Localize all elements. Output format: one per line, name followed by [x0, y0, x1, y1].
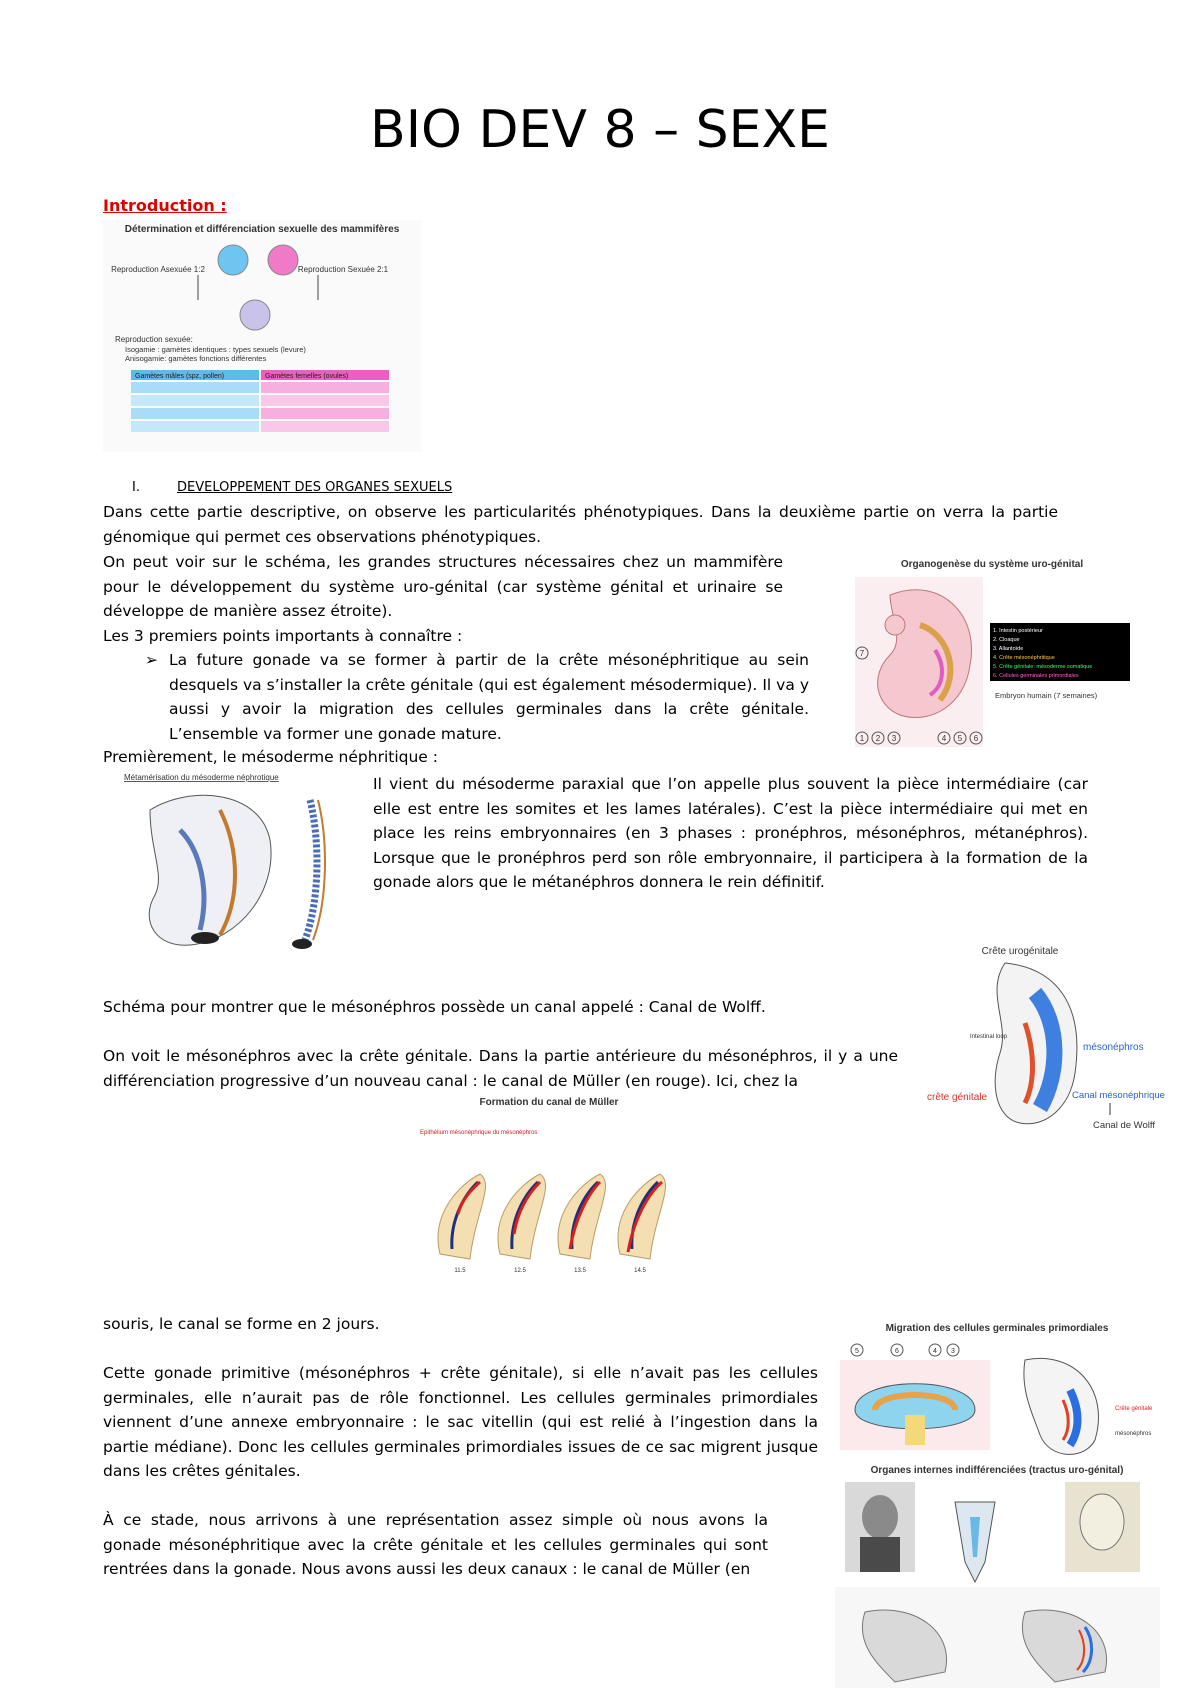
svg-text:1: 1 — [859, 734, 865, 743]
col2: Gamètes femelles (ovules) — [265, 373, 349, 380]
svg-text:6. Cellules germinales primord: 6. Cellules germinales primordiales — [993, 673, 1079, 679]
svg-text:3. Allantoïde: 3. Allantoïde — [993, 646, 1024, 652]
svg-text:3: 3 — [891, 734, 897, 743]
svg-text:5. Crête génitale: mésoderme s: 5. Crête génitale: mésoderme somatique — [993, 664, 1093, 670]
blue-circle — [218, 245, 248, 275]
organogenese-title: Organogenèse du système uro-génital — [900, 559, 1084, 570]
bullet-arrow-icon: ➢ — [145, 651, 158, 669]
crete-genitale-label: crête génitale — [927, 1092, 988, 1103]
crete-title: Crête urogénitale — [981, 946, 1059, 957]
paragraph-7: On voit le mésonéphros avec la crête génitale. Dans la partie antérieure du mésonéphros, il y a une différenciation progressive d’un nouveau canal : le canal de Müller (en rouge). Ici, chez la — [103, 1047, 898, 1090]
figure-sexual-determination — [103, 220, 421, 452]
svg-text:3: 3 — [951, 1348, 955, 1355]
pink-circle — [268, 245, 298, 275]
svg-text:4: 4 — [933, 1348, 937, 1355]
svg-text:Epithélium mésonéphrique du mé: Epithélium mésonéphrique du mésonéphros — [420, 1130, 538, 1136]
svg-text:13.5: 13.5 — [574, 1268, 586, 1274]
svg-text:6: 6 — [895, 1348, 899, 1355]
svg-text:5: 5 — [957, 734, 963, 743]
intro-heading: Introduction : — [103, 196, 227, 215]
svg-text:12.5: 12.5 — [514, 1268, 526, 1274]
paragraph-2: On peut voir sur le schéma, les grandes structures nécessaires chez un mammifère pour le développement du système uro-génital (car système génital et urinaire se développe de manière assez étroite). — [103, 553, 783, 620]
svg-text:Intestinal loop: Intestinal loop — [970, 1034, 1008, 1040]
col1: Gamètes mâles (spz, pollen) — [135, 373, 225, 380]
b1: Reproduction sexuée: — [115, 335, 193, 344]
svg-text:7: 7 — [859, 649, 865, 658]
page-title: BIO DEV 8 – SEXE — [370, 100, 830, 160]
svg-text:1. Intestin postérieur: 1. Intestin postérieur — [993, 628, 1043, 634]
figure-muller — [400, 1094, 698, 1320]
paragraph-6: Schéma pour montrer que le mésonéphros possède un canal appelé : Canal de Wolff. — [103, 998, 766, 1016]
migration-title: Migration des cellules germinales primordiales — [885, 1323, 1109, 1334]
paragraph-10: À ce stade, nous arrivons à une représentation assez simple où nous avons la gonade mésonéphritique avec la crête génitale et les cellules germinales qui sont rentrées dans la gonade. Nous avons aussi les deux canaux : le canal de Müller (en — [103, 1511, 768, 1578]
organes-title: Organes internes indifférenciées (tractus uro-génital) — [870, 1465, 1124, 1476]
bullet-1-text: La future gonade va se former à partir de la crête mésonéphritique au sein desquels va s’installer la crête génitale (qui est également mésodermique). Il va y aussi y avoir la migration des cellules germinales dans la crête génitale. L’ensemble va former une gonade mature. — [169, 651, 809, 743]
svg-text:5: 5 — [855, 1348, 859, 1355]
left-label: Reproduction Asexuée 1:2 — [111, 265, 205, 274]
figure-migration — [835, 1320, 1160, 1462]
paragraph-9: Cette gonade primitive (mésonéphros + crête génitale), si elle n’avait pas les cellules germinales, elle n’aurait pas de rôle fonctionnel. Les cellules germinales primordiales viennent d’une annexe embryonnaire : le sac vitellin (qui est relié à l’ingestion dans la partie médiane). Donc les cellules germinales primordiales issues de ce sac migrent jusque dans les crêtes génitales. — [103, 1364, 818, 1480]
figure-crete-urogenitale — [925, 943, 1185, 1143]
svg-text:6: 6 — [973, 734, 979, 743]
figure-organogenese — [850, 555, 1134, 757]
b2: Isogamie : gamètes identiques : types sexuels (levure) — [125, 345, 306, 354]
svg-text:4. Crête mésonéphritique: 4. Crête mésonéphritique — [993, 655, 1055, 661]
figure-metamerisation — [120, 770, 350, 962]
section1-title: DEVELOPPEMENT DES ORGANES SEXUELS — [177, 480, 453, 495]
organogenese-caption: Embryon humain (7 semaines) — [995, 691, 1098, 700]
canal-mesonephrique-label: Canal mésonéphrique — [1072, 1090, 1165, 1101]
paragraph-1: Dans cette partie descriptive, on observe les particularités phénotypiques. Dans la deuxième partie on verra la partie génomique qui permet ces observations phénotypiques. — [103, 503, 1058, 546]
svg-text:mésonéphros: mésonéphros — [1115, 1431, 1152, 1437]
paragraph-8: souris, le canal se forme en 2 jours. — [103, 1315, 380, 1333]
svg-text:14.5: 14.5 — [634, 1268, 646, 1274]
svg-text:Crête génitale: Crête génitale — [1115, 1406, 1153, 1412]
svg-text:4: 4 — [941, 734, 947, 743]
crete-mesonephros-label: mésonéphros — [1083, 1042, 1144, 1053]
paragraph-3: Les 3 premiers points importants à connaître : — [103, 627, 463, 645]
metamerisation-title: Métamérisation du mésoderme néphrotique — [124, 773, 279, 782]
bullet-1 — [145, 648, 809, 746]
svg-text:2. Cloaque: 2. Cloaque — [993, 637, 1020, 643]
intro-fig-title: Détermination et différenciation sexuelle des mammifères — [124, 224, 400, 235]
muller-title: Formation du canal de Müller — [479, 1097, 619, 1108]
paragraph-5: Il vient du mésoderme paraxial que l’on appelle plus souvent la pièce intermédiaire (car elle est entre les somites et les lames latérales). C’est la pièce intermédiaire qui met en place les reins embryonnaires (en 3 phases : pronéphros, mésonéphros, métanéphros). Lorsque que le pronéphros perd son rôle embryonnaire, il participera à la formation de la gonade alors que le métanéphros donnera le rein définitif. — [373, 775, 1088, 891]
paragraph-4: Premièrement, le mésoderme néphritique : — [103, 748, 438, 766]
lilac-circle — [240, 300, 270, 330]
figure-organes-internes — [835, 1462, 1160, 1688]
canal-wolff-label: Canal de Wolff — [1093, 1120, 1155, 1131]
svg-text:2: 2 — [875, 734, 881, 743]
right-label: Reproduction Sexuée 2:1 — [297, 265, 389, 274]
b3: Anisogamie: gamètes fonctions différentes — [125, 354, 267, 363]
section1-number: I. — [132, 480, 140, 495]
svg-text:11.5: 11.5 — [454, 1268, 466, 1274]
